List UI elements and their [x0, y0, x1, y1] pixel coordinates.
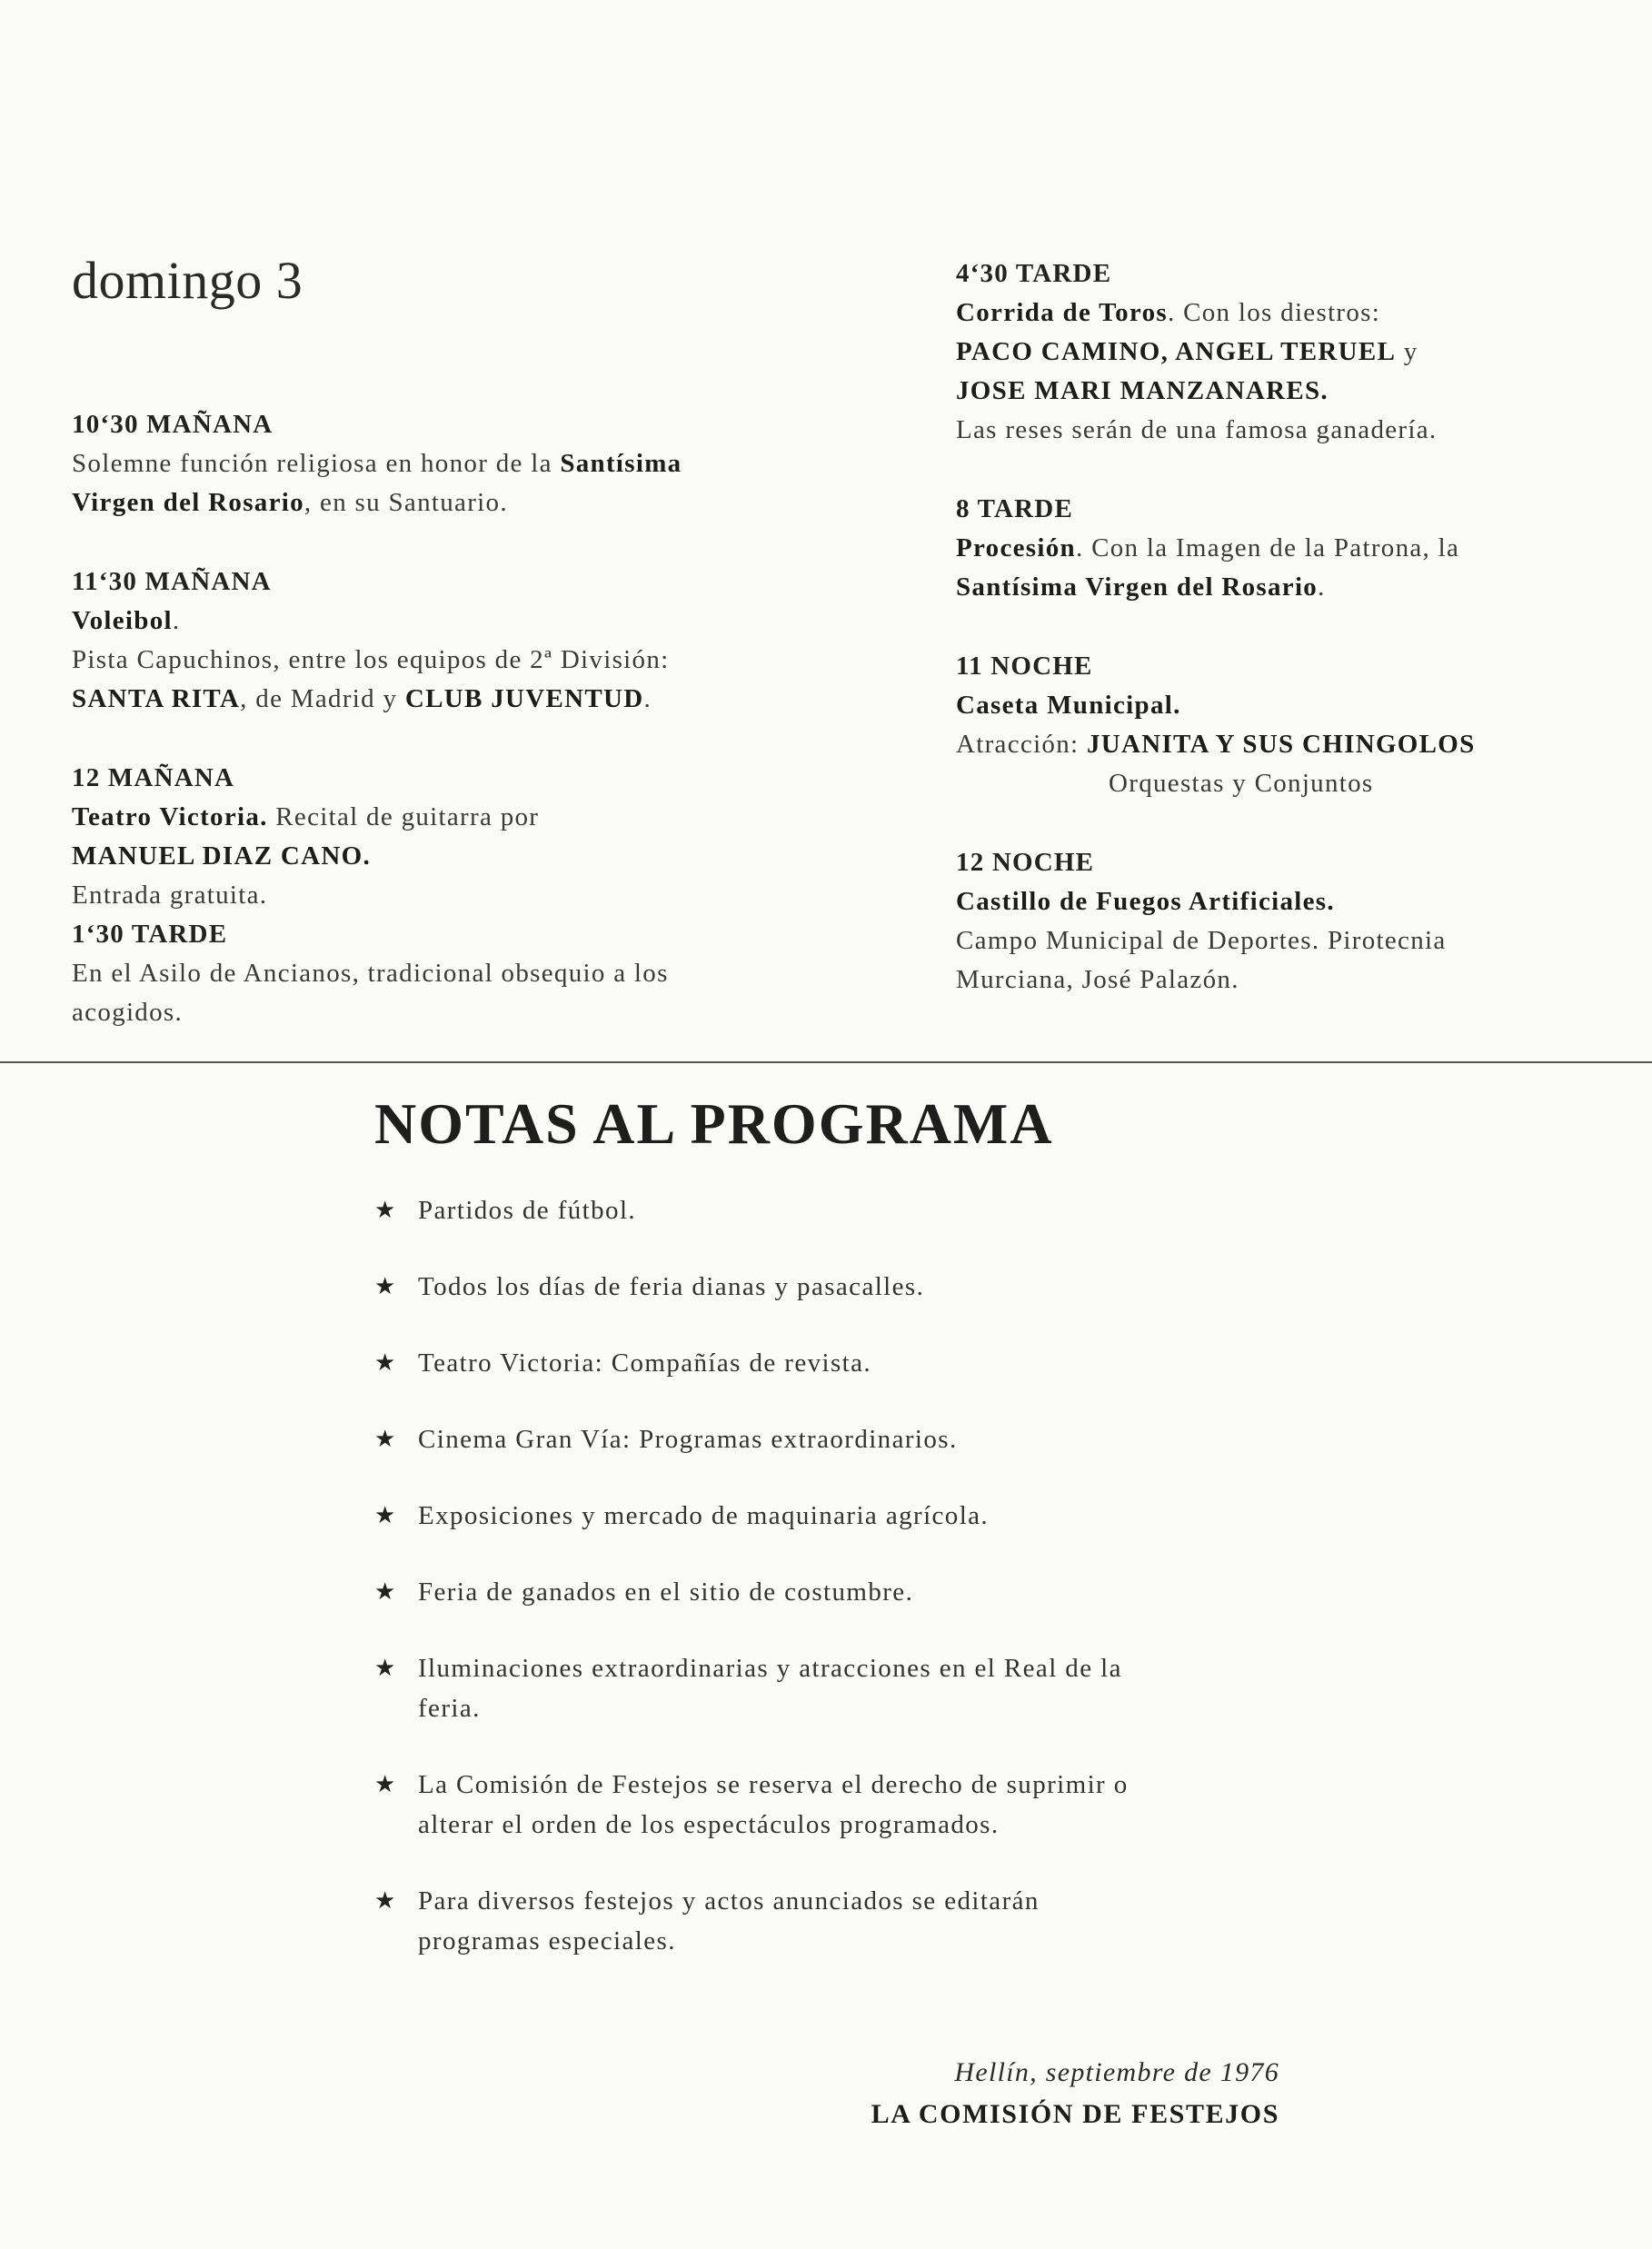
event-line: Pista Capuchinos, entre los equipos de 2ª División:: [72, 645, 670, 674]
event-line: Atracción: JUANITA Y SUS CHINGOLOS: [956, 730, 1476, 759]
event-line: Teatro Victoria. Recital de guitarra por: [72, 802, 540, 831]
event-line: Corrida de Toros. Con los diestros:: [956, 298, 1381, 327]
event-line: PACO CAMINO, ANGEL TERUEL y: [956, 337, 1418, 366]
left-column: [72, 251, 862, 1072]
event-line: Castillo de Fuegos Artificiales.: [956, 887, 1335, 916]
event-line: Orquestas y Conjuntos: [1109, 769, 1374, 798]
event-line: Caseta Municipal.: [956, 691, 1181, 720]
event-430-tarde: [956, 254, 1592, 450]
note-item: ★ Para diversos festejos y actos anunciados se editarán programas especiales.: [374, 1881, 1265, 1961]
note-item: ★ Exposiciones y mercado de maquinaria agrícola.: [374, 1496, 1265, 1536]
event-line: Campo Municipal de Deportes. Pirotecnia: [956, 926, 1447, 955]
event-time: 12 NOCHE: [956, 848, 1095, 877]
note-item: ★ Teatro Victoria: Compañías de revista.: [374, 1343, 1265, 1383]
event-11-noche: [956, 647, 1592, 803]
section-divider: [0, 1061, 1652, 1063]
event-line: Procesión. Con la Imagen de la Patrona, la: [956, 533, 1460, 562]
note-item: ★ Feria de ganados en el sitio de costumbre.: [374, 1572, 1265, 1612]
signature-block: [818, 2052, 1279, 2135]
event-line: Las reses serán de una famosa ganadería.: [956, 415, 1438, 444]
event-1130-manana: [72, 562, 862, 719]
note-item: ★ Iluminaciones extraordinarias y atracciones en el Real de la feria.: [374, 1648, 1265, 1728]
star-icon: ★: [374, 1273, 397, 1299]
star-icon: ★: [374, 1578, 397, 1605]
event-line: En el Asilo de Ancianos, tradicional obsequio a los: [72, 959, 669, 988]
event-8-tarde: [956, 490, 1592, 607]
star-icon: ★: [374, 1655, 397, 1681]
event-time: 4‘30 TARDE: [956, 259, 1112, 288]
star-icon: ★: [374, 1426, 397, 1452]
event-time: 1‘30 TARDE: [72, 920, 228, 949]
event-time: 11 NOCHE: [956, 652, 1093, 681]
event-time: 11‘30 MAÑANA: [72, 567, 272, 596]
event-time: 10‘30 MAÑANA: [72, 410, 274, 439]
day-title: domingo 3: [72, 251, 304, 310]
event-time: 12 MAÑANA: [72, 763, 235, 792]
event-line: Santísima Virgen del Rosario.: [956, 572, 1326, 602]
event-130-tarde: [72, 915, 862, 1032]
event-line: SANTA RITA, de Madrid y CLUB JUVENTUD.: [72, 684, 652, 713]
event-12-noche: [956, 843, 1592, 1000]
event-line: MANUEL DIAZ CANO.: [72, 841, 372, 871]
star-icon: ★: [374, 1502, 397, 1528]
note-item: ★ Partidos de fútbol.: [374, 1190, 1265, 1230]
right-column: [956, 254, 1592, 1040]
notes-list: [374, 1190, 1265, 1997]
event-1030-manana: [72, 405, 862, 522]
event-line: acogidos.: [72, 998, 184, 1027]
note-item: ★ Cinema Gran Vía: Programas extraordinarios.: [374, 1419, 1265, 1459]
event-line: Voleibol.: [72, 606, 181, 635]
note-item: ★ La Comisión de Festejos se reserva el derecho de suprimir o alterar el orden de los espectáculos programados.: [374, 1765, 1265, 1845]
signature-place-date: Hellín, septiembre de 1976: [954, 2057, 1279, 2087]
star-icon: ★: [374, 1197, 397, 1223]
star-icon: ★: [374, 1771, 397, 1797]
event-line: Entrada gratuita.: [72, 881, 268, 910]
star-icon: ★: [374, 1349, 397, 1376]
event-line: Virgen del Rosario, en su Santuario.: [72, 488, 508, 517]
event-12-manana: [72, 759, 862, 915]
star-icon: ★: [374, 1887, 397, 1914]
event-line: Murciana, José Palazón.: [956, 965, 1239, 994]
event-line: JOSE MARI MANZANARES.: [956, 376, 1329, 405]
event-line: Solemne función religiosa en honor de la Santísima: [72, 449, 682, 478]
notes-title: NOTAS AL PROGRAMA: [374, 1091, 1054, 1156]
event-time: 8 TARDE: [956, 494, 1073, 523]
note-item: ★ Todos los días de feria dianas y pasacalles.: [374, 1267, 1265, 1307]
signature-organization: LA COMISIÓN DE FESTEJOS: [871, 2099, 1279, 2129]
